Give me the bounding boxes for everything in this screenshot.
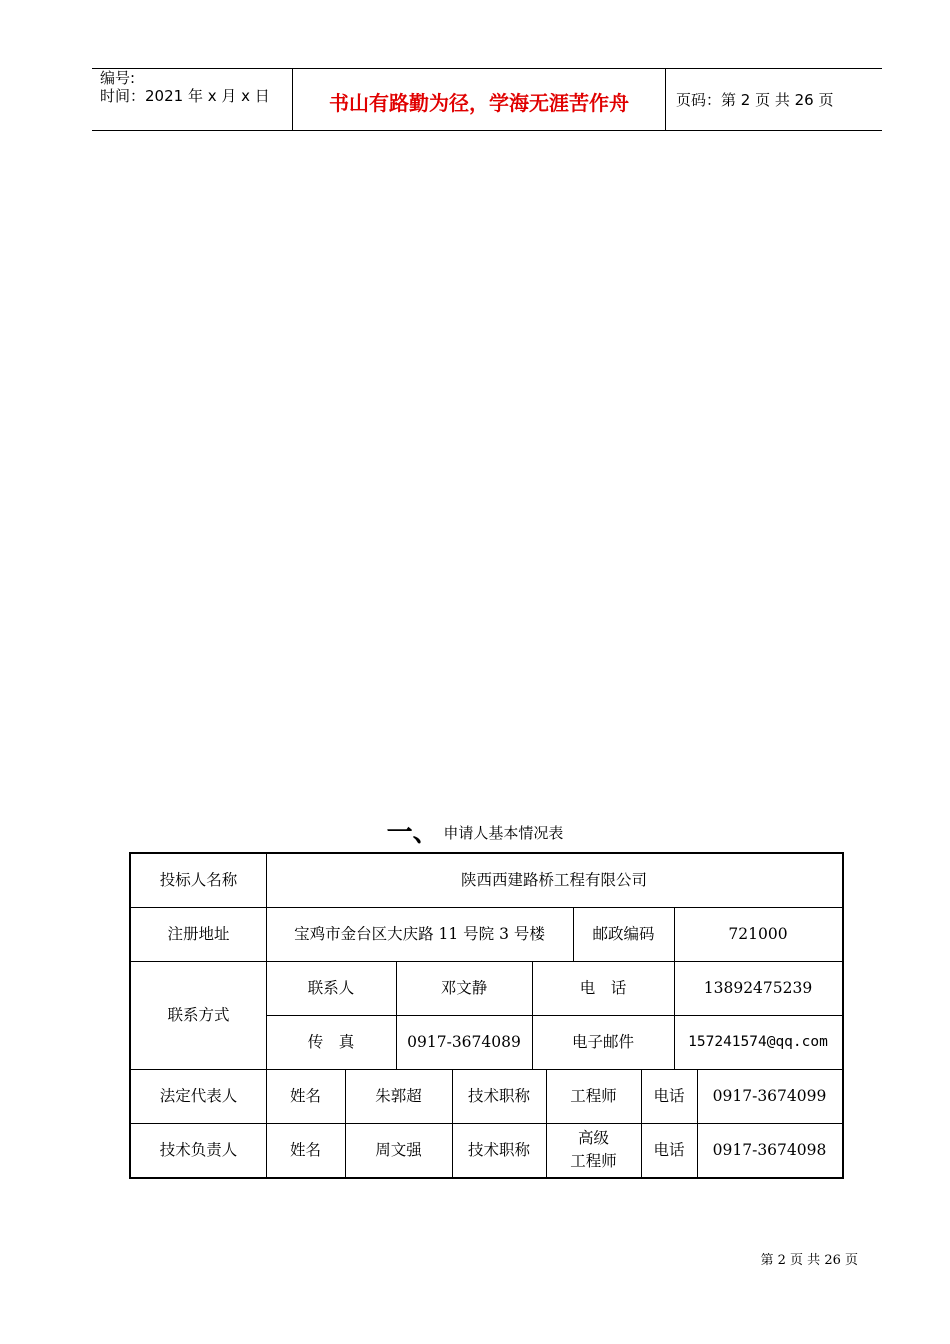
tech-lead-phone-label: 电话 xyxy=(653,1140,685,1159)
legal-rep-title-value: 工程师 xyxy=(570,1086,617,1105)
section-title: 申请人基本情况表 xyxy=(443,824,564,842)
document-number-label: 编号: xyxy=(100,69,136,87)
fax-value: 0917-3674089 xyxy=(407,1032,521,1051)
email-label: 电子邮件 xyxy=(571,1032,634,1051)
contact-person-value: 邓文静 xyxy=(440,978,488,997)
section-number: 一、 xyxy=(386,818,439,848)
tech-lead-title-line2: 工程师 xyxy=(570,1152,617,1170)
applicant-info-table xyxy=(129,852,844,1179)
fax-label: 传 真 xyxy=(307,1032,355,1051)
tech-lead-label: 技术负责人 xyxy=(159,1140,238,1159)
legal-rep-phone-label: 电话 xyxy=(653,1086,685,1105)
contact-person-label: 联系人 xyxy=(307,978,355,997)
tech-lead-name-label: 姓名 xyxy=(289,1140,321,1159)
legal-rep-name-value: 朱郭超 xyxy=(375,1086,422,1105)
tech-lead-title-label: 技术职称 xyxy=(467,1140,530,1159)
section-heading xyxy=(0,812,950,849)
header-motto: 书山有路勤为径，学海无涯苦作舟 xyxy=(329,91,629,115)
header-motto-cell xyxy=(293,69,666,130)
contact-method-label: 联系方式 xyxy=(167,1005,230,1024)
tech-lead-title-value xyxy=(546,1123,641,1177)
legal-rep-title-label: 技术职称 xyxy=(467,1086,530,1105)
page-header xyxy=(92,68,882,131)
header-page-number: 页码：第 2 页 共 26 页 xyxy=(676,91,834,109)
postcode-label: 邮政编码 xyxy=(592,924,655,943)
page-footer-number: 第 2 页 共 26 页 xyxy=(760,1253,858,1268)
header-page-cell xyxy=(666,69,882,130)
document-time-label: 时间：2021 年 x 月 x 日 xyxy=(100,87,270,105)
email-value: 157241574@qq.com xyxy=(688,1033,828,1050)
legal-rep-label: 法定代表人 xyxy=(159,1086,238,1105)
postcode-value: 721000 xyxy=(728,924,788,943)
legal-rep-phone-value: 0917-3674099 xyxy=(712,1086,827,1105)
bidder-name-label: 投标人名称 xyxy=(159,871,238,889)
bidder-name-value: 陕西西建路桥工程有限公司 xyxy=(460,871,647,889)
phone-value: 13892475239 xyxy=(703,978,813,997)
phone-label: 电 话 xyxy=(579,978,627,997)
registered-address-value: 宝鸡市金台区大庆路 11 号院 3 号楼 xyxy=(294,924,545,943)
header-info-cell xyxy=(92,69,293,130)
registered-address-label: 注册地址 xyxy=(167,924,230,943)
legal-rep-name-label: 姓名 xyxy=(289,1086,321,1105)
tech-lead-name-value: 周文强 xyxy=(375,1140,422,1159)
tech-lead-title-line1: 高级 xyxy=(577,1129,609,1147)
tech-lead-phone-value: 0917-3674098 xyxy=(712,1140,827,1159)
